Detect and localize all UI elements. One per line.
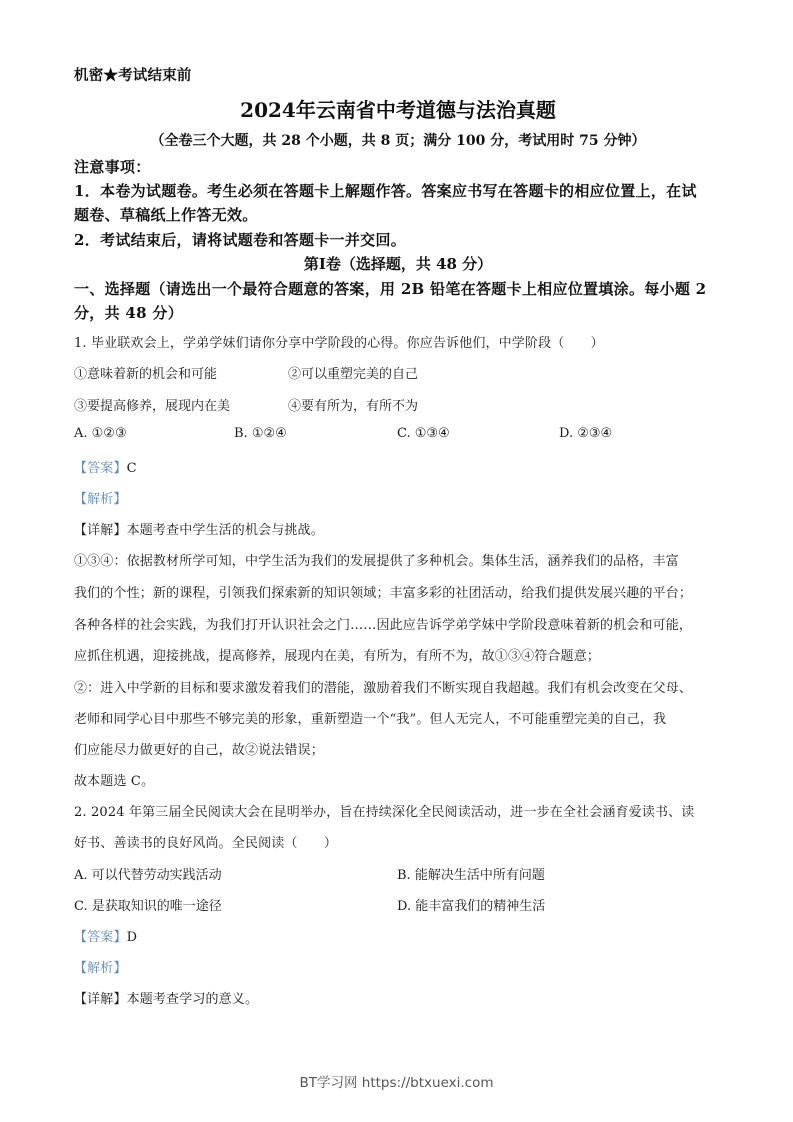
footer-watermark: BT学习网 https://btxuexi.com — [299, 1075, 494, 1091]
answer-tag: 【答案】 — [74, 930, 127, 945]
q2-option-a: A. 可以代替劳动实践活动 — [74, 868, 222, 883]
q1-option-a: A. ①②③ — [74, 426, 127, 441]
q2-answer — [74, 926, 137, 945]
answer-value: D — [126, 930, 138, 945]
q1-detail-line-8: 们应能尽力做更好的自己，故②说法错误； — [74, 743, 324, 758]
q1-option-b: B. ①②④ — [234, 426, 287, 441]
q1-detail-line-2: ①③④：依据教材所学可知，中学生活为我们的发展提供了多种机会。集体生活，涵养我们的品格，丰富 — [74, 554, 679, 569]
q2-detail-line-1: 【详解】本题考查学习的意义。 — [74, 992, 259, 1007]
q1-statement-1: ①意味着新的机会和可能 — [74, 367, 218, 382]
section-instructions-cont: 分，共 48 分） — [74, 304, 184, 322]
q1-statement-4: ④要有所为，有所不为 — [288, 399, 419, 414]
q1-detail-line-3: 我们的个性；新的课程，引领我们探索新的知识领域；丰富多彩的社团活动，给我们提供发展兴趣的平台； — [74, 586, 693, 601]
confidential-label: 机密★考试结束前 — [74, 67, 192, 84]
answer-value: C — [126, 461, 137, 476]
notice-heading: 注意事项： — [74, 158, 151, 176]
q2-option-d: D. 能丰富我们的精神生活 — [397, 899, 546, 914]
notice-item-2: 2．考试结束后，请将试题卷和答题卡一并交回。 — [74, 231, 407, 249]
answer-tag: 【答案】 — [74, 461, 127, 476]
q1-detail-line-9: 故本题选 C。 — [74, 774, 155, 789]
page-title: 2024年云南省中考道德与法治真题 — [240, 98, 556, 122]
notice-item-1: 1．本卷为试题卷。考生必须在答题卡上解题作答。答案应书写在答题卡的相应位置上，在试 — [74, 182, 697, 200]
question-2-stem: 2. 2024 年第三届全民阅读大会在昆明举办，旨在持续深化全民阅读活动，进一步在全社会涵育爱读书、读 — [74, 805, 695, 820]
section-instructions: 一、选择题（请选出一个最符合题意的答案，用 2B 铅笔在答题卡上相应位置填涂。每小题 2 — [74, 280, 707, 298]
q1-answer — [74, 457, 137, 476]
q2-option-b: B. 能解决生活中所有问题 — [397, 868, 545, 883]
part1-heading: 第Ⅰ卷（选择题，共 48 分） — [303, 255, 493, 273]
q1-option-c: C. ①③④ — [397, 426, 450, 441]
q1-detail-line-6: ②：进入中学新的目标和要求激发着我们的潜能，激励着我们不断实现自我超越。我们有机会改变在父母、 — [74, 681, 693, 696]
q1-statement-2: ②可以重塑完美的自己 — [288, 367, 419, 382]
question-2-stem-cont: 好书、善读书的良好风尚。全民阅读（ ） — [74, 836, 338, 851]
q1-option-d: D. ②③④ — [559, 426, 613, 441]
notice-item-1-cont: 题卷、草稿纸上作答无效。 — [74, 206, 258, 224]
q1-analysis-tag: 【解析】 — [74, 492, 127, 507]
question-1-stem: 1. 毕业联欢会上，学弟学妹们请你分享中学阶段的心得。你应告诉他们，中学阶段（ ） — [74, 336, 604, 351]
q1-detail-line-4: 各种各样的社会实践，为我们打开认识社会之门……因此应告诉学弟学妹中学阶段意味着新的机会和可能， — [74, 618, 693, 633]
q1-detail-line-7: 老师和同学心目中那些不够完美的形象，重新塑造一个“我”。但人无完人，不可能重塑完美的自己，我 — [74, 712, 667, 727]
page-subtitle: （全卷三个大题，共 28 个小题，共 8 页；满分 100 分，考试用时 75 分钟） — [150, 133, 646, 149]
q1-detail-line-5: 应抓住机遇，迎接挑战，提高修养，展现内在美，有所为，有所不为，故①③④符合题意； — [74, 649, 601, 664]
q1-detail-line-1: 【详解】本题考查中学生活的机会与挑战。 — [74, 523, 324, 538]
q1-statement-3: ③要提高修养，展现内在美 — [74, 399, 231, 414]
q2-option-c: C. 是获取知识的唯一途径 — [74, 899, 222, 914]
q2-analysis-tag: 【解析】 — [74, 961, 127, 976]
